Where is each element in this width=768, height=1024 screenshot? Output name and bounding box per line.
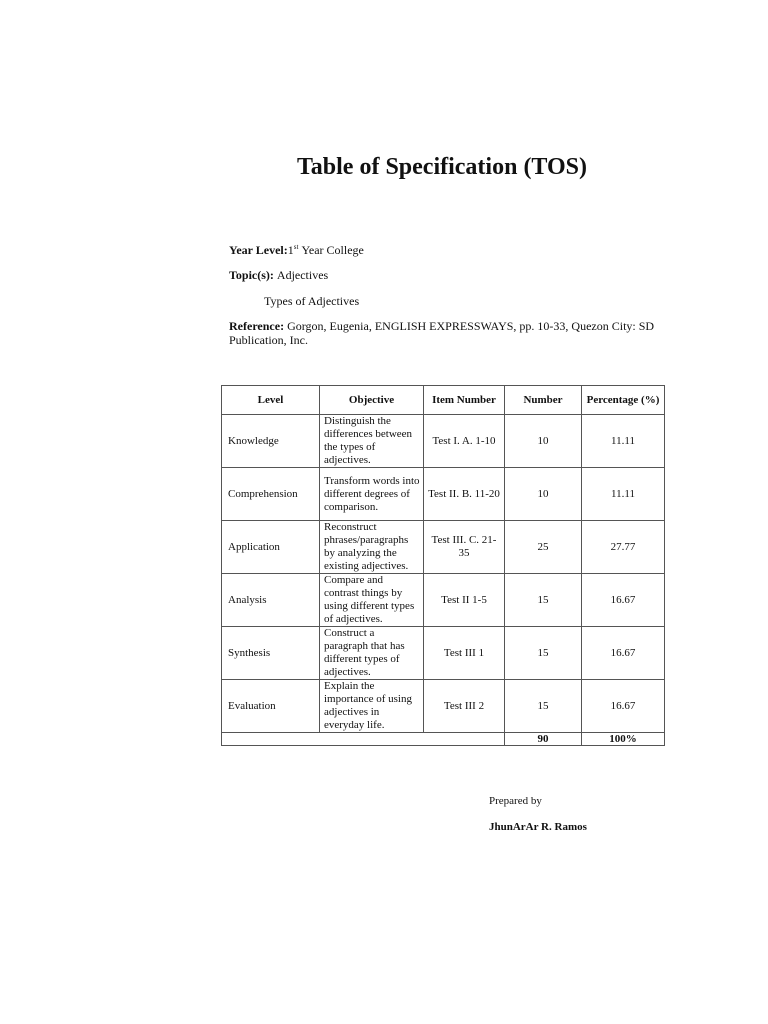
year-level-number: 1 (287, 243, 294, 257)
topic-sub-line: Types of Adjectives (264, 294, 360, 308)
cell-level: Evaluation (222, 680, 320, 733)
topic-label: Topic(s): (229, 268, 274, 282)
cell-objective: Compare and contrast things by using different types of adjectives. (320, 574, 424, 627)
header-percentage: Percentage (%) (582, 386, 665, 415)
prepared-by-label: Prepared by (489, 795, 542, 807)
cell-percentage: 11.11 (582, 415, 665, 468)
cell-objective: Transform words into different degrees of comparison. (320, 468, 424, 521)
cell-level: Application (222, 521, 320, 574)
cell-number: 10 (505, 415, 582, 468)
cell-item-number: Test III 1 (424, 627, 505, 680)
year-level-suffix: st (293, 243, 299, 251)
cell-objective: Construct a paragraph that has different types of adjectives. (320, 627, 424, 680)
cell-objective: Distinguish the differences between the types of adjectives. (320, 415, 424, 468)
reference-label: Reference: (229, 319, 285, 333)
cell-percentage: 11.11 (582, 468, 665, 521)
header-number: Number (505, 386, 582, 415)
table-row (222, 521, 665, 574)
reference-value: Gorgon, Eugenia, ENGLISH EXPRESSWAYS, pp. 10-33, Quezon City: SD Publication, Inc. (229, 319, 655, 347)
year-level-line (229, 243, 364, 257)
table-row (222, 627, 665, 680)
cell-percentage: 27.77 (582, 521, 665, 574)
cell-percentage: 16.67 (582, 680, 665, 733)
cell-item-number: Test I. A. 1-10 (424, 415, 505, 468)
cell-percentage: 16.67 (582, 627, 665, 680)
cell-level: Comprehension (222, 468, 320, 521)
cell-item-number: Test III. C. 21-35 (424, 521, 505, 574)
header-level: Level (222, 386, 320, 415)
reference-line (229, 319, 669, 347)
total-number: 90 (505, 733, 582, 746)
topic-value: Adjectives (276, 268, 329, 282)
cell-objective: Reconstruct phrases/paragraphs by analyzing the existing adjectives. (320, 521, 424, 574)
cell-level: Analysis (222, 574, 320, 627)
cell-level: Knowledge (222, 415, 320, 468)
total-percentage: 100% (582, 733, 665, 746)
tos-table (221, 385, 665, 746)
cell-objective: Explain the importance of using adjectives in everyday life. (320, 680, 424, 733)
header-item-number: Item Number (424, 386, 505, 415)
cell-number: 15 (505, 627, 582, 680)
year-level-label: Year Level: (229, 243, 288, 257)
cell-number: 10 (505, 468, 582, 521)
cell-number: 15 (505, 680, 582, 733)
cell-number: 25 (505, 521, 582, 574)
table-row (222, 680, 665, 733)
table-row (222, 415, 665, 468)
table-row (222, 468, 665, 521)
table-row (222, 574, 665, 627)
table-header-row (222, 386, 665, 415)
cell-item-number: Test II. B. 11-20 (424, 468, 505, 521)
cell-level: Synthesis (222, 627, 320, 680)
cell-number: 15 (505, 574, 582, 627)
table-total-row (222, 733, 665, 746)
page-title: Table of Specification (TOS) (296, 154, 588, 180)
year-level-value: Year College (301, 243, 364, 257)
cell-item-number: Test II 1-5 (424, 574, 505, 627)
preparer-name: JhunArAr R. Ramos (489, 821, 587, 833)
cell-percentage: 16.67 (582, 574, 665, 627)
total-empty-cell (222, 733, 505, 746)
header-objective: Objective (320, 386, 424, 415)
cell-item-number: Test III 2 (424, 680, 505, 733)
topic-line (229, 268, 328, 282)
